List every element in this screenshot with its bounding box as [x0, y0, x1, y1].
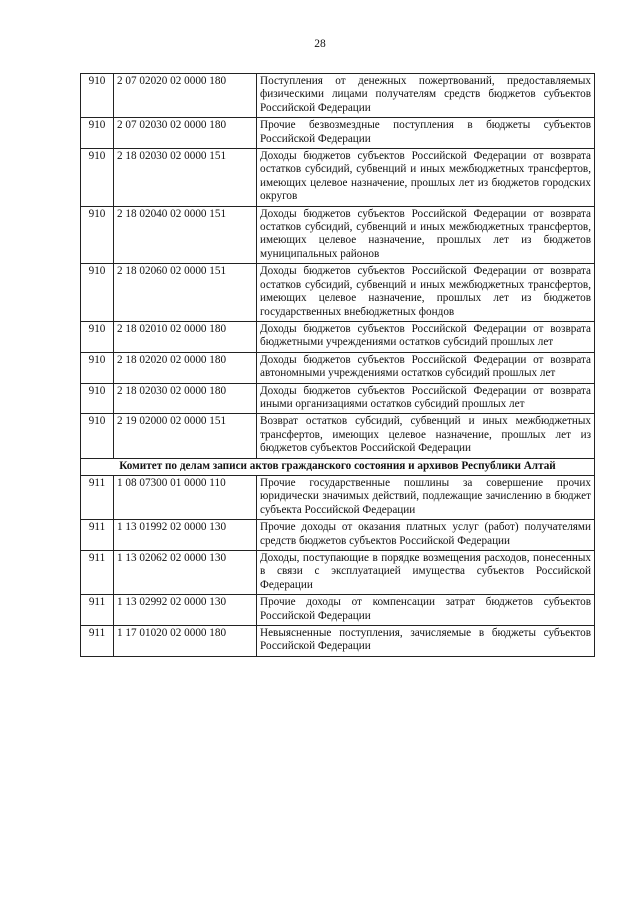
administrator-code: 910 — [81, 206, 114, 264]
administrator-code: 911 — [81, 475, 114, 519]
budget-classification-code: 2 18 02030 02 0000 151 — [114, 149, 257, 207]
budget-classification-code: 2 18 02030 02 0000 180 — [114, 383, 257, 414]
budget-classification-code: 2 18 02060 02 0000 151 — [114, 264, 257, 322]
table-row — [81, 206, 595, 264]
section-header-row — [81, 458, 595, 475]
table-row — [81, 149, 595, 207]
administrator-code: 910 — [81, 383, 114, 414]
administrator-code: 911 — [81, 626, 114, 657]
table-body — [81, 74, 595, 657]
table-row — [81, 520, 595, 551]
budget-classification-code: 2 18 02020 02 0000 180 — [114, 352, 257, 383]
administrator-code: 910 — [81, 414, 114, 458]
table-row — [81, 626, 595, 657]
revenue-description: Доходы бюджетов субъектов Российской Федерации от возврата остатков субсидий, субвенций и иных межбюджетных трансфертов, имеющих целевое назначение, прошлых лет из бюджетов государственных внебюджетных фондов — [257, 264, 595, 322]
table-row — [81, 321, 595, 352]
revenue-description: Доходы бюджетов субъектов Российской Федерации от возврата остатков субсидий, субвенций и иных межбюджетных трансфертов, имеющих целевое назначение, прошлых лет из бюджетов городских округов — [257, 149, 595, 207]
administrator-code: 910 — [81, 352, 114, 383]
budget-classification-code: 1 17 01020 02 0000 180 — [114, 626, 257, 657]
table-row — [81, 264, 595, 322]
table-row — [81, 118, 595, 149]
revenue-description: Прочие доходы от компенсации затрат бюджетов субъектов Российской Федерации — [257, 595, 595, 626]
budget-classification-code: 2 18 02040 02 0000 151 — [114, 206, 257, 264]
revenue-description: Поступления от денежных пожертвований, предоставляемых физическими лицами получателям средств бюджетов субъектов Российской Федерации — [257, 74, 595, 118]
table-row — [81, 352, 595, 383]
revenue-description: Невыясненные поступления, зачисляемые в бюджеты субъектов Российской Федерации — [257, 626, 595, 657]
section-title: Комитет по делам записи актов гражданского состояния и архивов Республики Алтай — [81, 458, 595, 475]
administrator-code: 910 — [81, 321, 114, 352]
revenue-description: Доходы бюджетов субъектов Российской Федерации от возврата иными организациями остатков субсидий прошлых лет — [257, 383, 595, 414]
budget-classification-code: 2 19 02000 02 0000 151 — [114, 414, 257, 458]
table-row — [81, 74, 595, 118]
administrator-code: 910 — [81, 74, 114, 118]
administrator-code: 910 — [81, 149, 114, 207]
administrator-code: 910 — [81, 118, 114, 149]
budget-classification-code: 2 18 02010 02 0000 180 — [114, 321, 257, 352]
administrator-code: 911 — [81, 595, 114, 626]
administrator-code: 911 — [81, 551, 114, 595]
budget-classification-code: 2 07 02020 02 0000 180 — [114, 74, 257, 118]
revenue-description: Доходы бюджетов субъектов Российской Федерации от возврата остатков субсидий, субвенций и иных межбюджетных трансфертов, имеющих целевое назначение, прошлых лет из бюджетов муниципальных районов — [257, 206, 595, 264]
budget-classification-code: 1 13 01992 02 0000 130 — [114, 520, 257, 551]
table-row — [81, 595, 595, 626]
revenue-description: Прочие доходы от оказания платных услуг (работ) получателями средств бюджетов субъектов Российской Федерации — [257, 520, 595, 551]
table-row — [81, 414, 595, 458]
revenue-description: Доходы бюджетов субъектов Российской Федерации от возврата бюджетными учреждениями остатков субсидий прошлых лет — [257, 321, 595, 352]
table-row — [81, 475, 595, 519]
revenue-description: Возврат остатков субсидий, субвенций и иных межбюджетных трансфертов, имеющих целевое назначение, прошлых лет из бюджетов субъектов Российской Федерации — [257, 414, 595, 458]
budget-classification-code: 1 13 02992 02 0000 130 — [114, 595, 257, 626]
administrator-code: 910 — [81, 264, 114, 322]
revenue-description: Доходы бюджетов субъектов Российской Федерации от возврата автономными учреждениями остатков субсидий прошлых лет — [257, 352, 595, 383]
revenue-description: Прочие государственные пошлины за совершение прочих юридически значимых действий, подлежащие зачислению в бюджет субъекта Российской Федерации — [257, 475, 595, 519]
budget-classification-code: 1 13 02062 02 0000 130 — [114, 551, 257, 595]
budget-classification-code: 2 07 02030 02 0000 180 — [114, 118, 257, 149]
page-number: 28 — [314, 38, 326, 50]
revenue-codes-table — [80, 73, 595, 657]
administrator-code: 911 — [81, 520, 114, 551]
budget-classification-code: 1 08 07300 01 0000 110 — [114, 475, 257, 519]
table-row — [81, 551, 595, 595]
revenue-description: Прочие безвозмездные поступления в бюджеты субъектов Российской Федерации — [257, 118, 595, 149]
revenue-description: Доходы, поступающие в порядке возмещения расходов, понесенных в связи с эксплуатацией имущества субъектов Российской Федерации — [257, 551, 595, 595]
table-row — [81, 383, 595, 414]
